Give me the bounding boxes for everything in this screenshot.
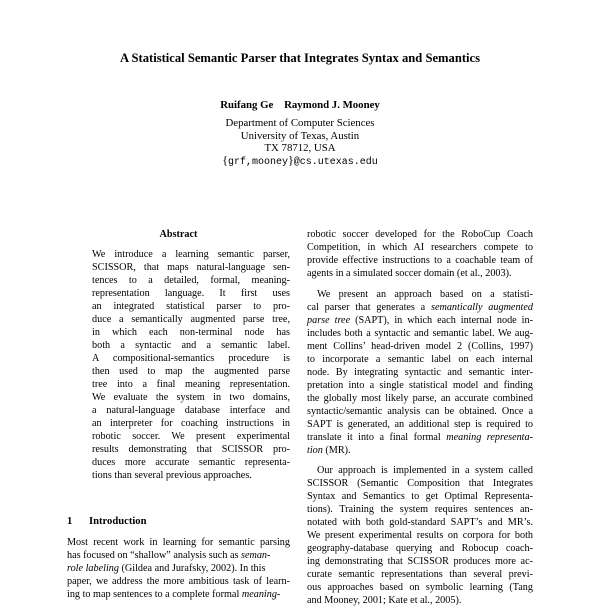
right-column-line: We present experimental results on corpora for both: [307, 530, 533, 541]
abstract-line: SCISSOR, that maps natural-language sen-: [92, 262, 290, 273]
right-column-line: cal parser that generates a semantically augmented: [307, 302, 533, 313]
intro-line: paper, we address the more ambitious task of learn-: [67, 576, 290, 587]
intro-line: ing to map sentences to a complete formal meaning-: [67, 589, 281, 600]
right-column-line: translate it into a final formal meaning representa-: [307, 432, 534, 443]
right-column-line: geography-database querying and Robocup coach-: [307, 543, 533, 554]
affiliation-department: Department of Computer Sciences: [225, 117, 375, 129]
right-column-line: ing demonstrating that SCISSOR produces more ac-: [307, 556, 533, 567]
abstract-line: tences to a detailed, formal, meaning-: [92, 275, 290, 286]
right-column-line: notated with both gold-standard SAPT’s and MR’s.: [307, 517, 533, 528]
section-number: 1: [67, 516, 73, 527]
paper-title: A Statistical Semantic Parser that Integrates Syntax and Semantics: [119, 51, 481, 65]
right-column-line: parse tree (SAPT), in which each internal node in-: [307, 315, 533, 326]
right-column-line: node. By integrating syntactic and semantic inter-: [307, 367, 533, 378]
right-column-line: pretation into a single statistical model and finding: [307, 380, 533, 391]
email-user: grf,mooney: [227, 157, 288, 168]
right-column-line: syntactic/semantic analysis can be obtained. Once a: [307, 406, 533, 417]
right-column-line: Our approach is implemented in a system called: [317, 465, 533, 476]
section-heading-introduction: [67, 516, 147, 527]
right-column-line: ous approaches based on symbolic learning (Tang: [307, 582, 533, 593]
right-column-line: SAPT is generated, an additional step is required to: [307, 419, 533, 430]
abstract-line: duces more accurate semantic representa-: [92, 457, 290, 468]
abstract-line: a natural-language database interface and: [92, 405, 290, 416]
intro-line: role labeling (Gildea and Jurafsky, 2002). In this: [67, 563, 266, 574]
author-email: [0, 153, 600, 168]
section-title: Introduction: [89, 516, 147, 527]
right-column-line: agents in a simulated soccer domain (et al., 2003).: [307, 268, 512, 279]
abstract-line: representation language. It first uses: [92, 288, 290, 299]
right-column-line: includes both a syntactic and semantic label. We aug-: [307, 328, 533, 339]
right-column-line: tion (MR).: [307, 445, 351, 456]
right-column-line: robotic soccer developed for the RoboCup Coach: [307, 229, 533, 240]
abstract-heading: Abstract: [159, 229, 198, 240]
abstract-line: then used to map the augmented parse: [92, 366, 290, 377]
abstract-line: tree into a final meaning representation.: [92, 379, 290, 390]
right-column-line: curate semantic representations than several previ-: [307, 569, 533, 580]
abstract-line: an interpreter for coaching instructions in: [92, 418, 290, 429]
abstract-line: duce a semantically augmented parse tree,: [92, 314, 290, 325]
right-column-line: ment Collins’ head-driven model 2 (Collins, 1997): [307, 341, 533, 352]
abstract-line: robotic soccer. We present experimental: [92, 431, 290, 442]
intro-line: Most recent work in learning for semantic parsing: [67, 537, 290, 548]
right-column-line: and Mooney, 2001; Kate et al., 2005).: [307, 595, 462, 606]
abstract-line: tions than several previous approaches.: [92, 470, 252, 481]
abstract-line: A compositional-semantics procedure is: [92, 353, 290, 364]
abstract-line: both a syntactic and a semantic label.: [92, 340, 290, 351]
abstract-line: We introduce a learning semantic parser,: [92, 249, 290, 260]
right-column-line: Syntax and Semantics to get Optimal Representa-: [307, 491, 533, 502]
right-column-line: tions). Training the system requires sentences an-: [307, 504, 533, 515]
author-names: Ruifang Ge Raymond J. Mooney: [220, 99, 380, 111]
affiliation-address: TX 78712, USA: [264, 142, 336, 154]
email-domain: @cs.utexas.edu: [293, 157, 378, 168]
email-brace-close: }: [288, 153, 294, 167]
email-brace-open: {: [222, 153, 228, 167]
affiliation-university: University of Texas, Austin: [240, 130, 360, 142]
right-column-line: SCISSOR (Semantic Composition that Integrates: [307, 478, 533, 489]
right-column-line: Competition, in which AI researchers compete to: [307, 242, 533, 253]
right-column-line: to incorporate a semantic label on each internal: [307, 354, 533, 365]
right-column-line: We present an approach based on a statisti-: [317, 289, 533, 300]
abstract-line: in which each non-terminal node has: [92, 327, 290, 338]
abstract-line: We evaluate the system in two domains,: [92, 392, 290, 403]
abstract-line: results demonstrating that SCISSOR pro-: [92, 444, 290, 455]
right-column-line: provide effective instructions to a coachable team of: [307, 255, 533, 266]
right-column-line: the globally most likely parse, an accurate combined: [307, 393, 533, 404]
intro-line: has focused on “shallow” analysis such as seman-: [67, 550, 271, 561]
abstract-line: an integrated statistical parser to pro-: [92, 301, 290, 312]
